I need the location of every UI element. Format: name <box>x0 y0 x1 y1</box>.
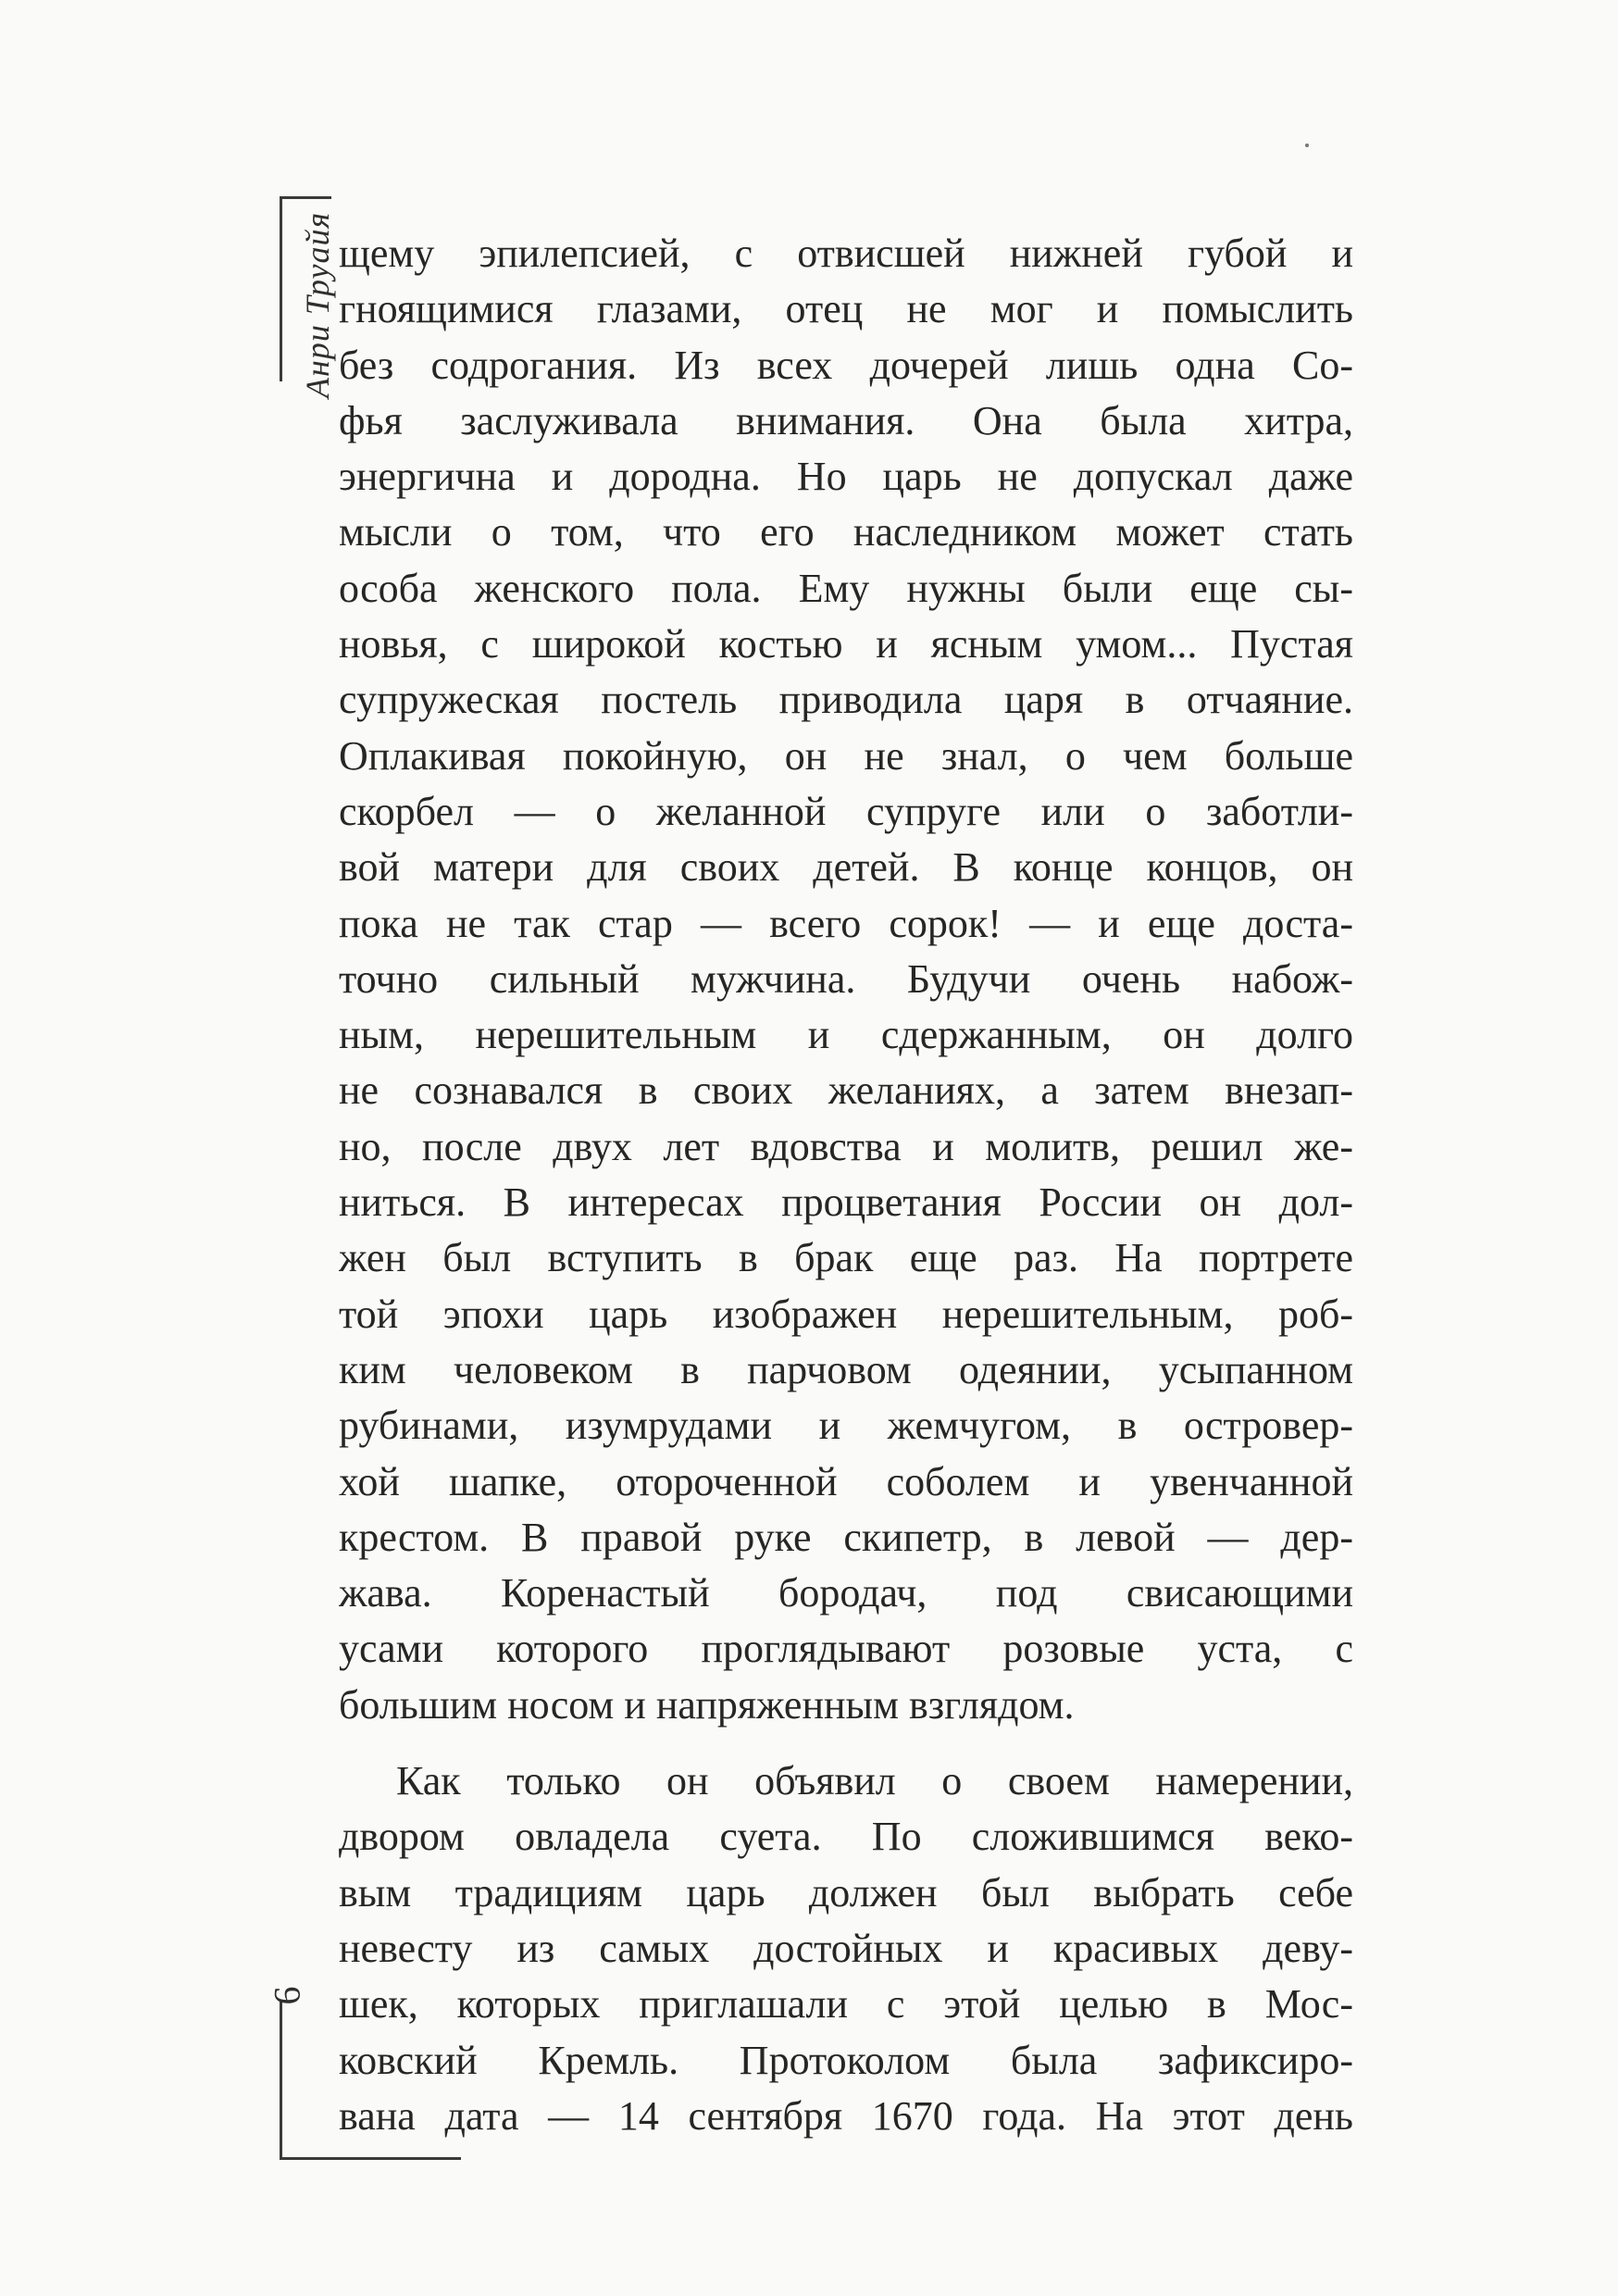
page-number-bracket-bottom <box>280 2157 461 2160</box>
text-line: точно сильный мужчина. Будучи очень набож- <box>339 955 1353 1002</box>
page-number: 6 <box>266 1986 308 2005</box>
print-speck <box>1305 144 1309 147</box>
text-line: большим носом и напряженным взглядом. <box>339 1681 1075 1728</box>
text-line: шек, которых приглашали с этой целью в Мос- <box>339 1981 1353 2028</box>
text-line: гноящимися глазами, отец не мог и помыслить <box>339 286 1353 332</box>
text-line: супружеская постель приводила царя в отчаяние. <box>339 677 1353 723</box>
body-text <box>339 226 1353 2144</box>
text-line: пока не так стар — всего сорок! — и еще доста- <box>339 900 1353 946</box>
text-line: энергична и дородна. Но царь не допускал даже <box>339 454 1353 500</box>
text-line: без содрогания. Из всех дочерей лишь одна Со- <box>339 342 1353 388</box>
text-line: крестом. В правой руке скипетр, в левой — дер- <box>339 1514 1353 1560</box>
running-head-bracket-top <box>280 196 331 199</box>
text-line: рубинами, изумрудами и жемчугом, в островер- <box>339 1403 1353 1449</box>
text-line: Оплакивая покойную, он не знал, о чем больше <box>339 732 1353 779</box>
text-line: вым традициям царь должен был выбрать себе <box>339 1869 1353 1915</box>
text-line: но, после двух лет вдовства и молитв, решил же- <box>339 1123 1353 1169</box>
paragraph-1 <box>339 226 1353 1733</box>
text-line: мысли о том, что его наследником может стать <box>339 509 1353 555</box>
text-line: новья, с широкой костью и ясным умом... Пустая <box>339 621 1353 668</box>
text-line: двором овладела суета. По сложившимся веко- <box>339 1814 1353 1860</box>
page-number-bracket-vertical <box>280 2002 282 2159</box>
text-line: щему эпилепсией, с отвисшей нижней губой и <box>339 231 1353 276</box>
text-line: хой шапке, отороченной соболем и увенчанной <box>339 1458 1353 1504</box>
text-line: ниться. В интересах процветания России он дол- <box>339 1179 1353 1226</box>
text-line: жава. Коренастый бородач, под свисающими <box>339 1570 1353 1616</box>
running-head-bracket-top-vertical <box>280 196 282 381</box>
text-line: скорбел — о желанной супруге или о заботли- <box>339 788 1353 834</box>
text-line: невесту из самых достойных и красивых деву- <box>339 1925 1353 1971</box>
paragraph-2 <box>339 1753 1353 2144</box>
paragraph-gap <box>339 1733 1353 1753</box>
text-line: ким человеком в парчовом одеянии, усыпанном <box>339 1346 1353 1392</box>
text-line: вой матери для своих детей. В конце концов, он <box>339 844 1353 891</box>
running-head-author: Анри Труайя <box>299 211 336 398</box>
text-line: вана дата — 14 сентября 1670 года. На этот день <box>339 2092 1353 2139</box>
text-line: не сознавался в своих желаниях, а затем внезап- <box>339 1067 1353 1114</box>
text-line: той эпохи царь изображен нерешительным, роб- <box>339 1291 1353 1337</box>
text-line: ным, нерешительным и сдержанным, он долго <box>339 1012 1353 1058</box>
text-line: Как только он объявил о своем намерении, <box>396 1758 1353 1804</box>
text-line: фья заслуживала внимания. Она была хитра, <box>339 397 1353 443</box>
text-line: особа женского пола. Ему нужны были еще сы- <box>339 565 1353 611</box>
text-line: усами которого проглядывают розовые уста, с <box>339 1626 1353 1672</box>
text-line: ковский Кремль. Протоколом была зафиксиро- <box>339 2037 1353 2083</box>
text-line: жен был вступить в брак еще раз. На портрете <box>339 1235 1353 1281</box>
